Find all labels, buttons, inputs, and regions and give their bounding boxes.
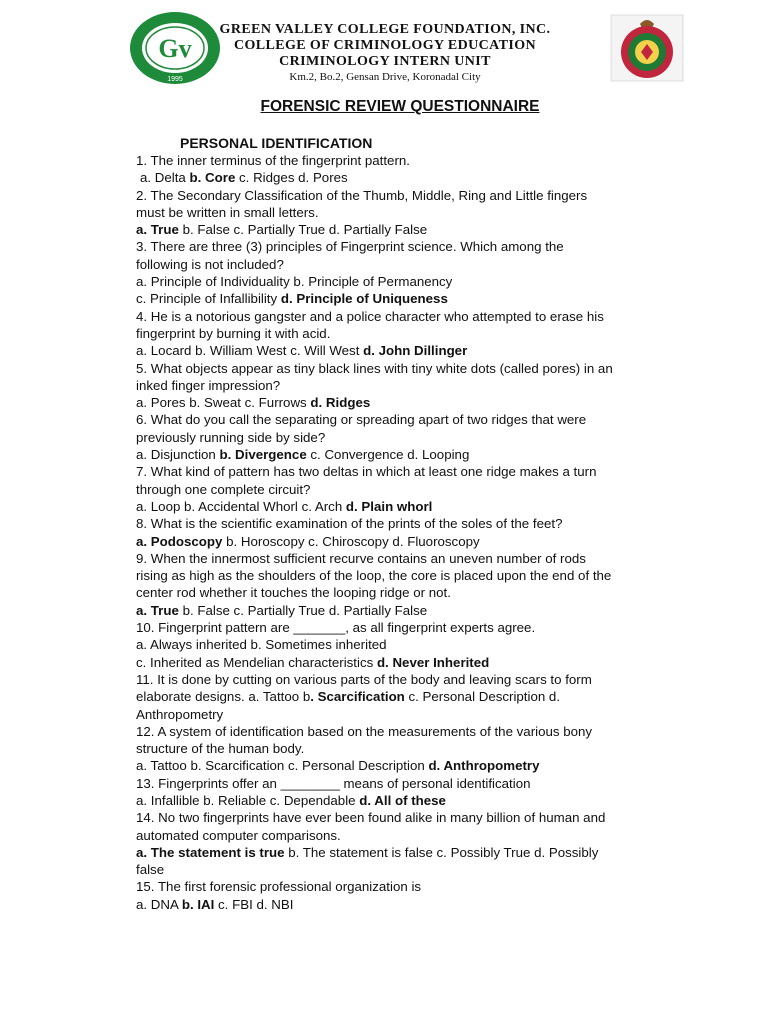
text-line: [136, 896, 684, 913]
answer-text: b. Divergence: [219, 447, 307, 463]
line-text: elaborate designs. a. Tattoo b: [136, 689, 311, 705]
text-line: [136, 602, 684, 619]
answer-text: d. Never Inherited: [376, 654, 490, 670]
line-text: through one complete circuit?: [136, 481, 311, 497]
line-text: 9. When the innermost sufficient recurve contains an uneven number of rods: [136, 550, 586, 566]
line-text: false: [136, 862, 165, 878]
text-line: [136, 809, 684, 826]
unit-name: CRIMINOLOGY INTERN UNIT: [279, 54, 491, 69]
line-text: a. Locard b. William West c. Will West: [136, 343, 364, 359]
text-line: [136, 861, 684, 878]
document-header: [0, 0, 768, 90]
line-text: c. FBI d. NBI: [214, 896, 294, 912]
text-line: [136, 550, 684, 567]
line-text: a. Always inherited b. Sometimes inherited: [136, 637, 387, 653]
line-text: 8. What is the scientific examination of the prints of the soles of the feet?: [136, 516, 563, 532]
text-line: [136, 446, 684, 463]
text-line: [136, 757, 684, 774]
line-text: c. Inherited as Mendelian characteristics: [136, 654, 377, 670]
text-line: [136, 688, 684, 705]
text-line: [136, 740, 684, 757]
line-text: 13. Fingerprints offer an ________ means of personal identification: [136, 775, 531, 791]
questionnaire-body: [136, 152, 684, 913]
line-text: 10. Fingerprint pattern are _______, as all fingerprint experts agree.: [136, 620, 536, 636]
line-text: a. Pores b. Sweat c. Furrows: [136, 395, 311, 411]
answer-text: d. Plain whorl: [345, 498, 433, 514]
line-text: 7. What kind of pattern has two deltas in which at least one ridge makes a turn: [136, 464, 597, 480]
text-line: [136, 394, 684, 411]
text-line: [136, 636, 684, 653]
line-text: b. Horoscopy c. Chiroscopy d. Fluoroscopy: [222, 533, 480, 549]
institution-heading: [215, 22, 555, 85]
line-text: a. Infallible b. Reliable c. Dependable: [136, 792, 360, 808]
text-line: [136, 429, 684, 446]
line-text: must be written in small letters.: [136, 204, 319, 220]
text-line: [136, 290, 684, 307]
text-line: [136, 238, 684, 255]
line-text: 5. What objects appear as tiny black lines with tiny white dots (called pores) in an: [136, 360, 613, 376]
text-line: [136, 360, 684, 377]
line-text: 4. He is a notorious gangster and a police character who attempted to erase his: [136, 308, 604, 324]
criminology-logo: [610, 14, 684, 82]
answer-text: . Scarcification: [310, 689, 405, 705]
text-line: [136, 775, 684, 792]
line-text: a. Loop b. Accidental Whorl c. Arch: [136, 498, 346, 514]
answer-text: a. The statement is true: [136, 844, 285, 860]
answer-text: d. Principle of Uniqueness: [280, 291, 448, 307]
line-text: Anthropometry: [136, 706, 224, 722]
text-line: [136, 308, 684, 325]
line-text: c. Personal Description d.: [404, 689, 561, 705]
text-line: [136, 377, 684, 394]
text-line: [136, 187, 684, 204]
line-text: following is not included?: [136, 256, 284, 272]
line-text: a. Disjunction: [136, 447, 220, 463]
answer-text: b. Core: [189, 170, 236, 186]
text-line: [136, 411, 684, 428]
text-line: [136, 342, 684, 359]
text-line: [136, 221, 684, 238]
college-logo: [128, 10, 222, 86]
text-line: [136, 619, 684, 636]
text-line: [136, 878, 684, 895]
line-text: b. False c. Partially True d. Partially False: [178, 222, 428, 238]
text-line: [136, 844, 684, 861]
text-line: [136, 204, 684, 221]
address: Km.2, Bo.2, Gensan Drive, Koronadal City: [289, 71, 481, 83]
answer-text: d. Ridges: [310, 395, 371, 411]
institution-name: GREEN VALLEY COLLEGE FOUNDATION, INC.: [219, 22, 551, 37]
line-text: c. Ridges d. Pores: [235, 170, 348, 186]
text-line: [136, 481, 684, 498]
line-text: 12. A system of identification based on the measurements of the various bony: [136, 723, 593, 739]
line-text: 1. The inner terminus of the fingerprint pattern.: [136, 153, 410, 168]
line-text: previously running side by side?: [136, 429, 326, 445]
text-line: [136, 325, 684, 342]
line-text: a. Principle of Individuality b. Principle of Permanency: [136, 274, 453, 290]
text-line: [136, 533, 684, 550]
line-text: c. Convergence d. Looping: [306, 447, 470, 463]
line-text: 15. The first forensic professional organization is: [136, 879, 422, 895]
text-line: [136, 792, 684, 809]
text-line: [136, 584, 684, 601]
line-text: inked finger impression?: [136, 377, 281, 393]
answer-text: d. John Dillinger: [363, 343, 468, 359]
line-text: center rod whether it touches the looping ridge or not.: [136, 585, 451, 601]
answer-text: a. True: [136, 602, 179, 618]
text-line: [136, 515, 684, 532]
document-title: FORENSIC REVIEW QUESTIONNAIRE: [260, 98, 540, 115]
line-text: a. Tattoo b. Scarcification c. Personal Description: [136, 758, 429, 774]
text-line: [136, 567, 684, 584]
line-text: 2. The Secondary Classification of the Thumb, Middle, Ring and Little fingers: [136, 187, 588, 203]
text-line: [136, 256, 684, 273]
logo-year: 1995: [167, 76, 183, 83]
line-text: a. Delta: [140, 170, 190, 186]
line-text: b. False c. Partially True d. Partially False: [178, 602, 428, 618]
text-line: [136, 152, 684, 169]
line-text: b. The statement is false c. Possibly True d. Possibly: [284, 844, 599, 860]
line-text: structure of the human body.: [136, 741, 305, 757]
text-line: [136, 273, 684, 290]
text-line: [136, 169, 684, 186]
line-text: 11. It is done by cutting on various parts of the body and leaving scars to form: [136, 671, 592, 687]
line-text: a. DNA: [136, 896, 182, 912]
text-line: [136, 654, 684, 671]
text-line: [136, 723, 684, 740]
line-text: rising as high as the shoulders of the loop, the core is placed upon the end of the: [136, 568, 612, 584]
answer-text: a. True: [136, 222, 179, 238]
text-line: [136, 463, 684, 480]
answer-text: b. IAI: [181, 896, 215, 912]
line-text: c. Principle of Infallibility: [136, 291, 281, 307]
text-line: [136, 671, 684, 688]
text-line: [136, 827, 684, 844]
line-text: automated computer comparisons.: [136, 827, 341, 843]
line-text: fingerprint by burning it with acid.: [136, 325, 331, 341]
text-line: [136, 498, 684, 515]
text-line: [136, 706, 684, 723]
section-heading: PERSONAL IDENTIFICATION: [180, 135, 373, 151]
answer-text: d. All of these: [359, 792, 446, 808]
answer-text: a. Podoscopy: [136, 533, 223, 549]
line-text: 6. What do you call the separating or spreading apart of two ridges that were: [136, 412, 587, 428]
answer-text: d. Anthropometry: [428, 758, 540, 774]
line-text: 3. There are three (3) principles of Fingerprint science. Which among the: [136, 239, 564, 255]
logo-letters: Gv: [158, 34, 192, 63]
college-name: COLLEGE OF CRIMINOLOGY EDUCATION: [233, 38, 537, 53]
line-text: 14. No two fingerprints have ever been found alike in many billion of human and: [136, 810, 606, 826]
